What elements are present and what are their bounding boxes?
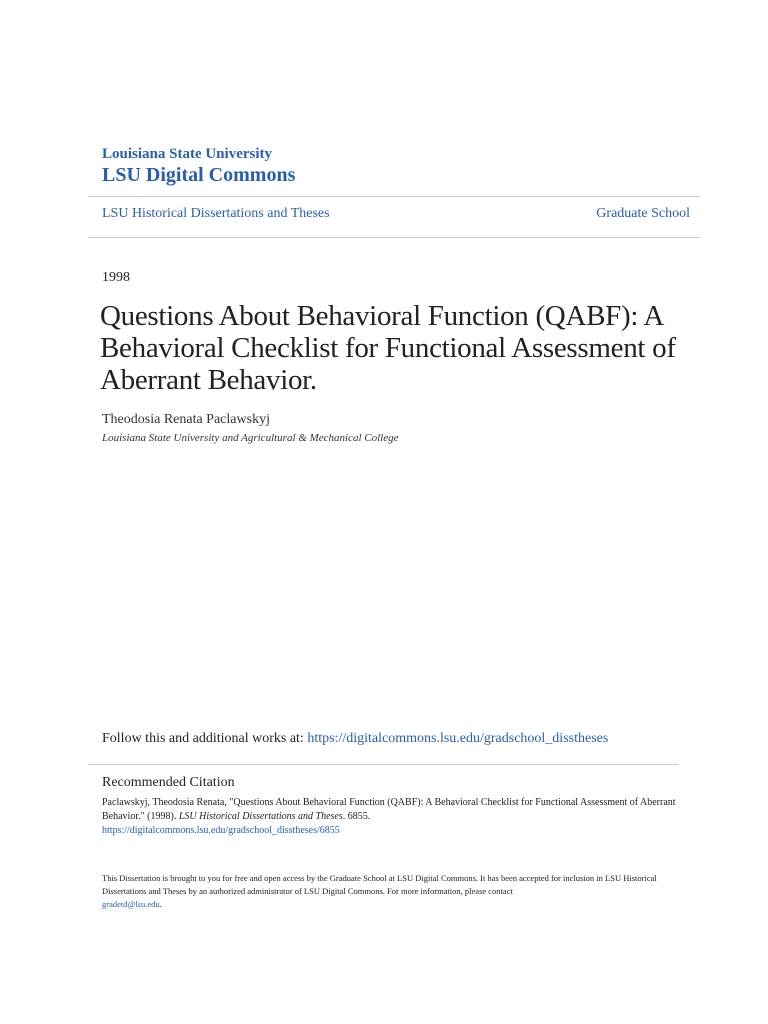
citation-series: LSU Historical Dissertations and Theses xyxy=(178,811,343,822)
citation-number: . 6855. xyxy=(342,811,371,822)
follow-url-link[interactable]: https://digitalcommons.lsu.edu/gradschool_disstheses xyxy=(307,731,609,746)
citation-block xyxy=(102,796,682,838)
university-name-link[interactable]: Louisiana State University xyxy=(102,146,273,162)
follow-prefix: Follow this and additional works at: xyxy=(102,731,308,746)
notice-text: This Dissertation is brought to you for free and open access by the Graduate School at LSU Digital Commons. It has been accepted for inclusion in LSU Historical Dissertations and Theses by an authorized administrator of LSU Digital Commons. For more information, please contact xyxy=(102,873,657,897)
collection-link-dissertations[interactable]: LSU Historical Dissertations and Theses xyxy=(102,206,330,221)
institution-header xyxy=(102,146,295,186)
notice-end: . xyxy=(159,899,162,910)
top-divider xyxy=(88,196,700,197)
author-affiliation: Louisiana State University and Agricultural & Mechanical College xyxy=(102,432,399,444)
repository-name-link[interactable]: LSU Digital Commons xyxy=(102,163,296,186)
citation-url-link[interactable]: https://digitalcommons.lsu.edu/gradschool_disstheses/6855 xyxy=(102,825,340,836)
document-title: Questions About Behavioral Function (QABF): A Behavioral Checklist for Functional Assessment of Aberrant Behavior. xyxy=(100,300,676,397)
collection-link-graduate-school[interactable]: Graduate School xyxy=(596,206,690,221)
follow-line xyxy=(102,731,608,747)
citation-text: Paclawskyj, Theodosia Renata, "Questions About Behavioral Function (QABF): A Behavioral Checklist for Functional Assessment of Aberrant Behavior." (1998). xyxy=(102,797,676,822)
author-name: Theodosia Renata Paclawskyj xyxy=(102,412,270,427)
citation-heading: Recommended Citation xyxy=(102,775,235,790)
publication-year: 1998 xyxy=(102,270,130,285)
contact-email-link[interactable]: gradetd@lsu.edu xyxy=(102,899,160,910)
collections-divider xyxy=(88,237,700,238)
citation-divider xyxy=(88,764,678,765)
access-notice xyxy=(102,872,662,912)
